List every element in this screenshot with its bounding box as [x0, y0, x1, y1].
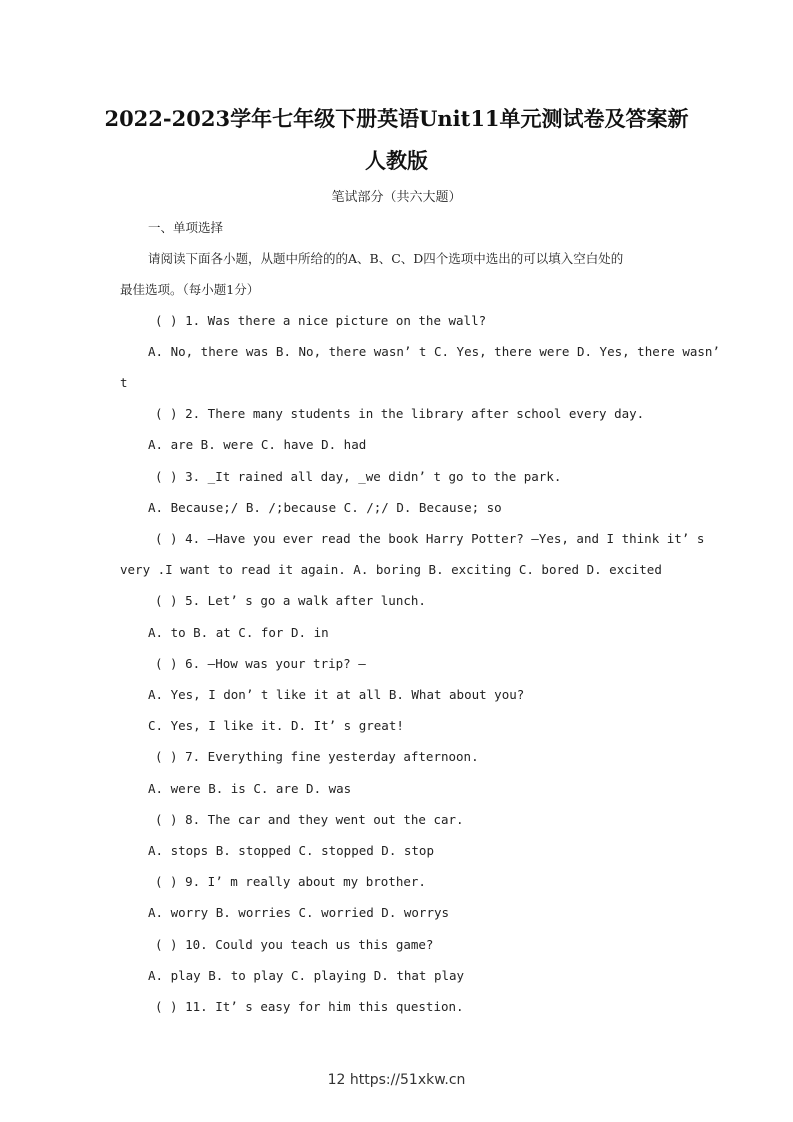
question-stem: ( ) 3. _It rained all day, _we didn’ t go to the park. — [155, 469, 562, 484]
question-stem-cont: very .I want to read it again. A. boring B. exciting C. bored D. excited — [120, 562, 662, 577]
question-options: A. play B. to play C. playing D. that play — [148, 968, 465, 983]
instructions-line2: 最佳选项。（每小题1分） — [120, 282, 260, 297]
question-options-cont: t — [120, 375, 128, 390]
document-title-line1: 2022-2023学年七年级下册英语Unit11单元测试卷及答案新 — [104, 106, 689, 131]
question-options-cont: C. Yes, I like it. D. It’ s great! — [148, 718, 404, 733]
question-stem: ( ) 5. Let’ s go a walk after lunch. — [155, 593, 426, 608]
question-stem: ( ) 9. I’ m really about my brother. — [155, 874, 426, 889]
question-stem: ( ) 8. The car and they went out the car. — [155, 812, 464, 827]
question-options: A. were B. is C. are D. was — [148, 781, 352, 796]
question-options: A. Yes, I don’ t like it at all B. What about you? — [148, 687, 525, 702]
question-options: A. Because;/ B. /;because C. /;/ D. Because; so — [148, 500, 502, 515]
question-options: A. to B. at C. for D. in — [148, 625, 329, 640]
instructions-line1: 请阅读下面各小题，从题中所给的的A、B、C、D四个选项中选出的可以填入空白处的 — [148, 251, 624, 266]
question-stem: ( ) 11. It’ s easy for him this question. — [155, 999, 464, 1014]
question-options: A. are B. were C. have D. had — [148, 437, 367, 452]
question-stem: ( ) 10. Could you teach us this game? — [155, 937, 434, 952]
question-stem: ( ) 2. There many students in the library after school every day. — [155, 406, 645, 421]
page-footer: 12 https://51xkw.cn — [327, 1072, 466, 1088]
question-options: A. No, there was B. No, there wasn’ t C. Yes, there were D. Yes, there wasn’ — [148, 344, 720, 359]
document-title-line2: 人教版 — [365, 148, 428, 173]
question-stem: ( ) 4. —Have you ever read the book Harry Potter? —Yes, and I think it’ s — [155, 531, 705, 546]
question-options: A. worry B. worries C. worried D. worrys — [148, 905, 450, 920]
section-heading: 一、单项选择 — [148, 220, 224, 235]
question-stem: ( ) 7. Everything fine yesterday afternoon. — [155, 749, 479, 764]
question-options: A. stops B. stopped C. stopped D. stop — [148, 843, 434, 858]
question-stem: ( ) 1. Was there a nice picture on the wall? — [155, 313, 487, 328]
document-subtitle: 笔试部分（共六大题） — [331, 190, 462, 205]
question-stem: ( ) 6. —How was your trip? — — [155, 656, 366, 671]
